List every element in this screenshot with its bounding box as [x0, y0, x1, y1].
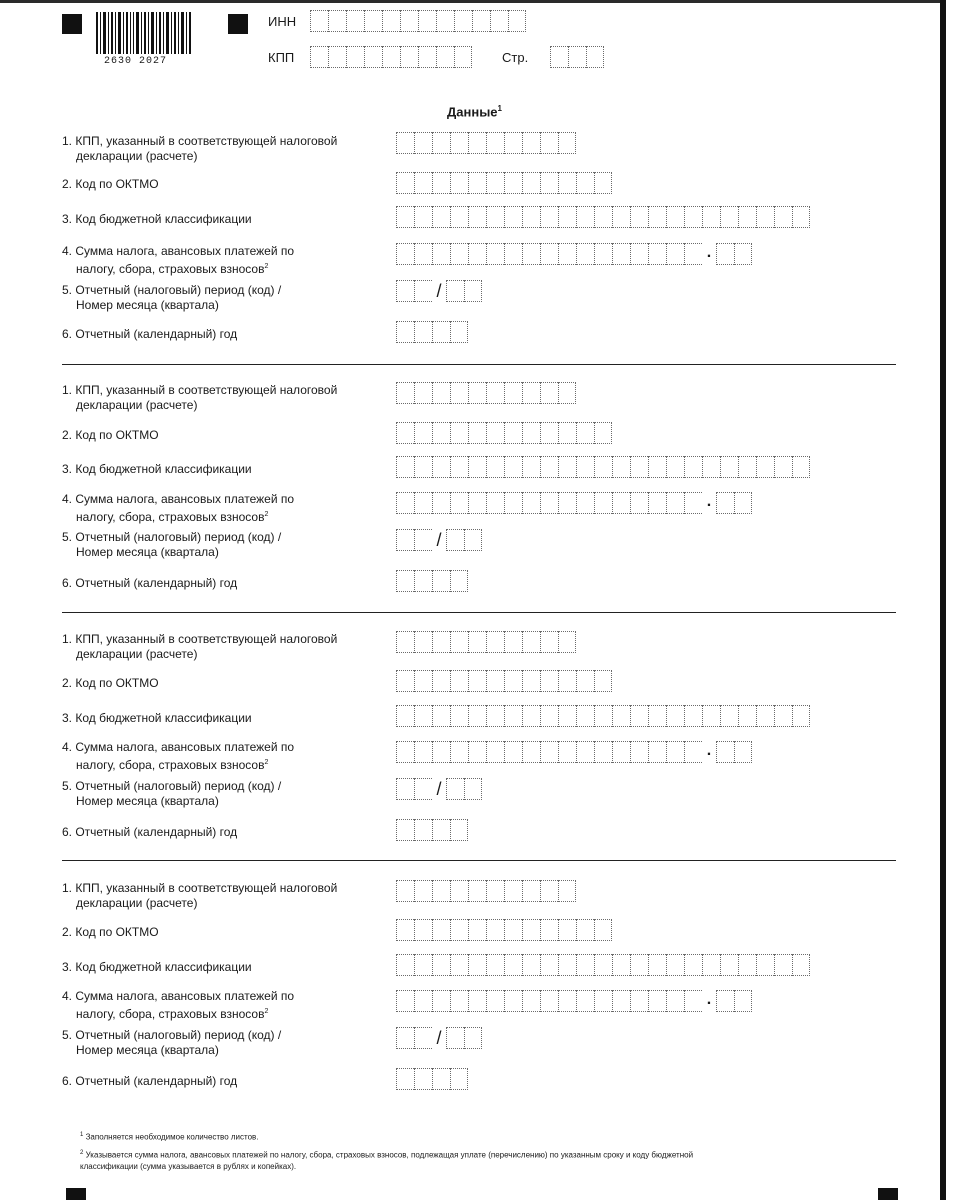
- period-item-label-line1: 5. Отчетный (налоговый) период (код) /: [62, 283, 282, 297]
- sum-item-label: [62, 989, 294, 1022]
- sum-cells[interactable]: [396, 243, 752, 265]
- section-title-footnote-mark: 1: [497, 104, 502, 113]
- decimal-point: .: [706, 244, 712, 261]
- year-cells[interactable]: [396, 570, 468, 592]
- kbk-item-label: 3. Код бюджетной классификации: [62, 212, 252, 226]
- period-item-label-line1: 5. Отчетный (налоговый) период (код) /: [62, 779, 282, 793]
- sum-footnote-mark: 2: [264, 759, 269, 766]
- period-cells[interactable]: [396, 280, 482, 302]
- year-item-label: 6. Отчетный (календарный) год: [62, 576, 238, 590]
- block-divider: [62, 860, 896, 861]
- footnote-1: [80, 1130, 880, 1143]
- period-cells[interactable]: [396, 529, 482, 551]
- sum-item-label-line1: 4. Сумма налога, авансовых платежей по: [62, 244, 295, 258]
- decimal-point: .: [706, 742, 712, 759]
- kpp-cells[interactable]: [396, 880, 576, 902]
- kpp-item-label-line1: 1. КПП, указанный в соответствующей налоговой: [62, 383, 338, 397]
- period-cells[interactable]: [396, 1027, 482, 1049]
- period-item-label-line2: Номер месяца (квартала): [76, 545, 219, 559]
- year-cells[interactable]: [396, 819, 468, 841]
- page-right-edge: [940, 0, 946, 1200]
- footnote-2-mark: 2: [80, 1150, 84, 1156]
- inn-field[interactable]: [310, 10, 526, 32]
- oktmo-cells[interactable]: [396, 422, 612, 444]
- sum-item-label-line1: 4. Сумма налога, авансовых платежей по: [62, 989, 295, 1003]
- decimal-point: .: [706, 493, 712, 510]
- sum-cells[interactable]: [396, 741, 752, 763]
- sum-cells[interactable]: [396, 492, 752, 514]
- oktmo-item-label: 2. Код по ОКТМО: [62, 925, 159, 939]
- kbk-cells[interactable]: [396, 206, 810, 228]
- sum-item-label-line2: налогу, сбора, страховых взносов: [76, 758, 265, 772]
- period-item-label: [62, 779, 281, 809]
- oktmo-cells[interactable]: [396, 919, 612, 941]
- kpp-label: КПП: [268, 50, 295, 65]
- oktmo-cells[interactable]: [396, 670, 612, 692]
- page-top-edge: [0, 0, 946, 3]
- sum-item-label: [62, 740, 294, 773]
- kpp-item-label-line1: 1. КПП, указанный в соответствующей налоговой: [62, 632, 338, 646]
- slash-separator: /: [436, 281, 442, 301]
- footnote-1-mark: 1: [80, 1132, 84, 1138]
- year-item-label: 6. Отчетный (календарный) год: [62, 825, 238, 839]
- decimal-point: .: [706, 991, 712, 1008]
- kpp-item-label-line2: декларации (расчете): [76, 149, 198, 163]
- kbk-item-label: 3. Код бюджетной классификации: [62, 462, 252, 476]
- period-item-label: [62, 1028, 281, 1058]
- oktmo-item-label: 2. Код по ОКТМО: [62, 428, 159, 442]
- period-item-label-line2: Номер месяца (квартала): [76, 1043, 219, 1057]
- period-item-label-line1: 5. Отчетный (налоговый) период (код) /: [62, 1028, 282, 1042]
- sum-item-label-line2: налогу, сбора, страховых взносов: [76, 510, 265, 524]
- block-divider: [62, 612, 896, 613]
- kbk-cells[interactable]: [396, 954, 810, 976]
- sum-item-label-line1: 4. Сумма налога, авансовых платежей по: [62, 492, 295, 506]
- page-number-field[interactable]: [550, 46, 604, 68]
- slash-separator: /: [436, 530, 442, 550]
- sum-item-label-line1: 4. Сумма налога, авансовых платежей по: [62, 740, 295, 754]
- oktmo-item-label: 2. Код по ОКТМО: [62, 177, 159, 191]
- year-cells[interactable]: [396, 1068, 468, 1090]
- kpp-item-label-line2: декларации (расчете): [76, 398, 198, 412]
- period-item-label-line2: Номер месяца (квартала): [76, 298, 219, 312]
- corner-marker-bottom-right: [878, 1188, 898, 1200]
- sum-item-label-line2: налогу, сбора, страховых взносов: [76, 1007, 265, 1021]
- period-item-label: [62, 530, 281, 560]
- kpp-cells[interactable]: [396, 132, 576, 154]
- oktmo-item-label: 2. Код по ОКТМО: [62, 676, 159, 690]
- corner-marker-bottom-left: [66, 1188, 86, 1200]
- inn-label: ИНН: [268, 14, 297, 29]
- footnote-2: [80, 1148, 880, 1172]
- period-item-label-line1: 5. Отчетный (налоговый) период (код) /: [62, 530, 282, 544]
- kpp-cells[interactable]: [396, 382, 576, 404]
- sum-item-label-line2: налогу, сбора, страховых взносов: [76, 262, 265, 276]
- year-item-label: 6. Отчетный (календарный) год: [62, 327, 238, 341]
- kbk-item-label: 3. Код бюджетной классификации: [62, 960, 252, 974]
- sum-footnote-mark: 2: [264, 263, 269, 270]
- corner-marker-top-center: [228, 14, 248, 34]
- kbk-cells[interactable]: [396, 456, 810, 478]
- sum-footnote-mark: 2: [264, 511, 269, 518]
- kpp-item-label-line2: декларации (расчете): [76, 647, 198, 661]
- sum-item-label: [62, 244, 294, 277]
- kpp-item-label-line1: 1. КПП, указанный в соответствующей налоговой: [62, 134, 338, 148]
- kpp-item-label: [62, 632, 337, 662]
- year-cells[interactable]: [396, 321, 468, 343]
- period-item-label: [62, 283, 281, 313]
- period-cells[interactable]: [396, 778, 482, 800]
- sum-item-label: [62, 492, 294, 525]
- barcode-number: 2630 2027: [104, 56, 168, 67]
- kpp-cells[interactable]: [396, 631, 576, 653]
- section-title: [447, 104, 502, 119]
- page-number-label: Стр.: [502, 50, 529, 65]
- kpp-item-label-line2: декларации (расчете): [76, 896, 198, 910]
- slash-separator: /: [436, 779, 442, 799]
- block-divider: [62, 364, 896, 365]
- section-title-text: Данные: [447, 104, 498, 120]
- period-item-label-line2: Номер месяца (квартала): [76, 794, 219, 808]
- sum-footnote-mark: 2: [264, 1008, 269, 1015]
- corner-marker-top-left: [62, 14, 82, 34]
- kpp-item-label: [62, 383, 337, 413]
- slash-separator: /: [436, 1028, 442, 1048]
- footnote-2-text-line1: Указывается сумма налога, авансовых платежей по налогу, сбора, страховых взносов, подлежащая уплате (перечислению) по указанным сроку и коду бюджетной: [85, 1150, 694, 1160]
- footnote-1-text: Заполняется необходимое количество листов.: [85, 1132, 259, 1142]
- kpp-field[interactable]: [310, 46, 472, 68]
- kpp-item-label: [62, 881, 337, 911]
- sum-cells[interactable]: [396, 990, 752, 1012]
- kpp-item-label-line1: 1. КПП, указанный в соответствующей налоговой: [62, 881, 338, 895]
- kbk-cells[interactable]: [396, 705, 810, 727]
- kbk-item-label: 3. Код бюджетной классификации: [62, 711, 252, 725]
- oktmo-cells[interactable]: [396, 172, 612, 194]
- footnote-2-text-line2: классификации (сумма указывается в рублях и копейках).: [80, 1161, 297, 1171]
- year-item-label: 6. Отчетный (календарный) год: [62, 1074, 238, 1088]
- kpp-item-label: [62, 134, 337, 164]
